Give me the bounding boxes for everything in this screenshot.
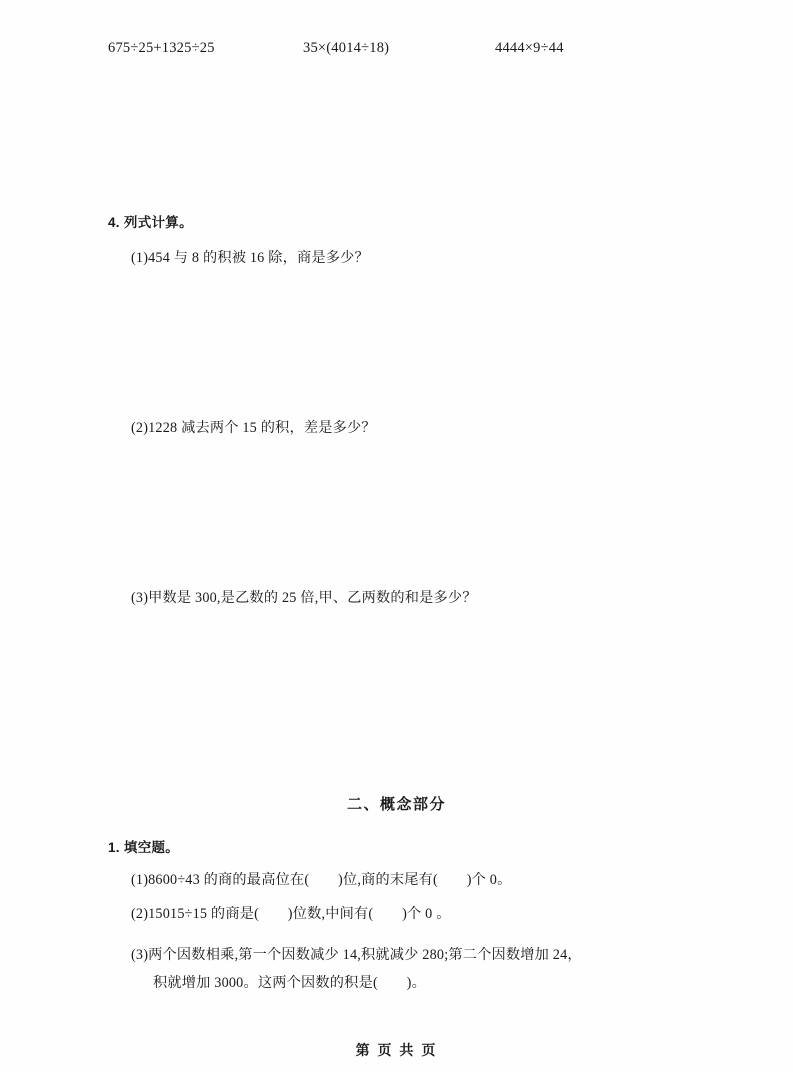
fill-question-3-line2: 积就增加 3000。这两个因数的积是( )。 (153, 974, 426, 991)
section-heading-4: 4. 列式计算。 (108, 215, 193, 230)
expression-2: 35×(4014÷18) (303, 40, 390, 56)
page-footer: 第 页 共 页 (355, 1042, 438, 1058)
expression-row (108, 40, 708, 57)
fill-question-1: (1)8600÷43 的商的最高位在( )位,商的末尾有( )个 0。 (131, 872, 512, 888)
question-4-3: (3)甲数是 300,是乙数的 25 倍,甲、乙两数的和是多少？ (131, 590, 477, 606)
part-two-title: 二、概念部分 (346, 796, 446, 813)
expression-3: 4444×9÷44 (495, 40, 564, 56)
fill-in-blank-heading: 1. 填空题。 (108, 840, 180, 855)
fill-question-2: (2)15015÷15 的商是( )位数,中间有( )个 0 。 (131, 906, 451, 922)
question-4-1: (1)454 与 8 的积被 16 除，商是多少？ (131, 250, 369, 266)
fill-question-3 (131, 942, 651, 997)
expression-1: 675÷25+1325÷25 (108, 40, 215, 56)
question-4-2: (2)1228 减去两个 15 的积，差是多少？ (131, 420, 376, 436)
fill-question-3-line1: (3)两个因数相乘,第一个因数减少 14,积就减少 280;第二个因数增加 24， (131, 947, 582, 963)
